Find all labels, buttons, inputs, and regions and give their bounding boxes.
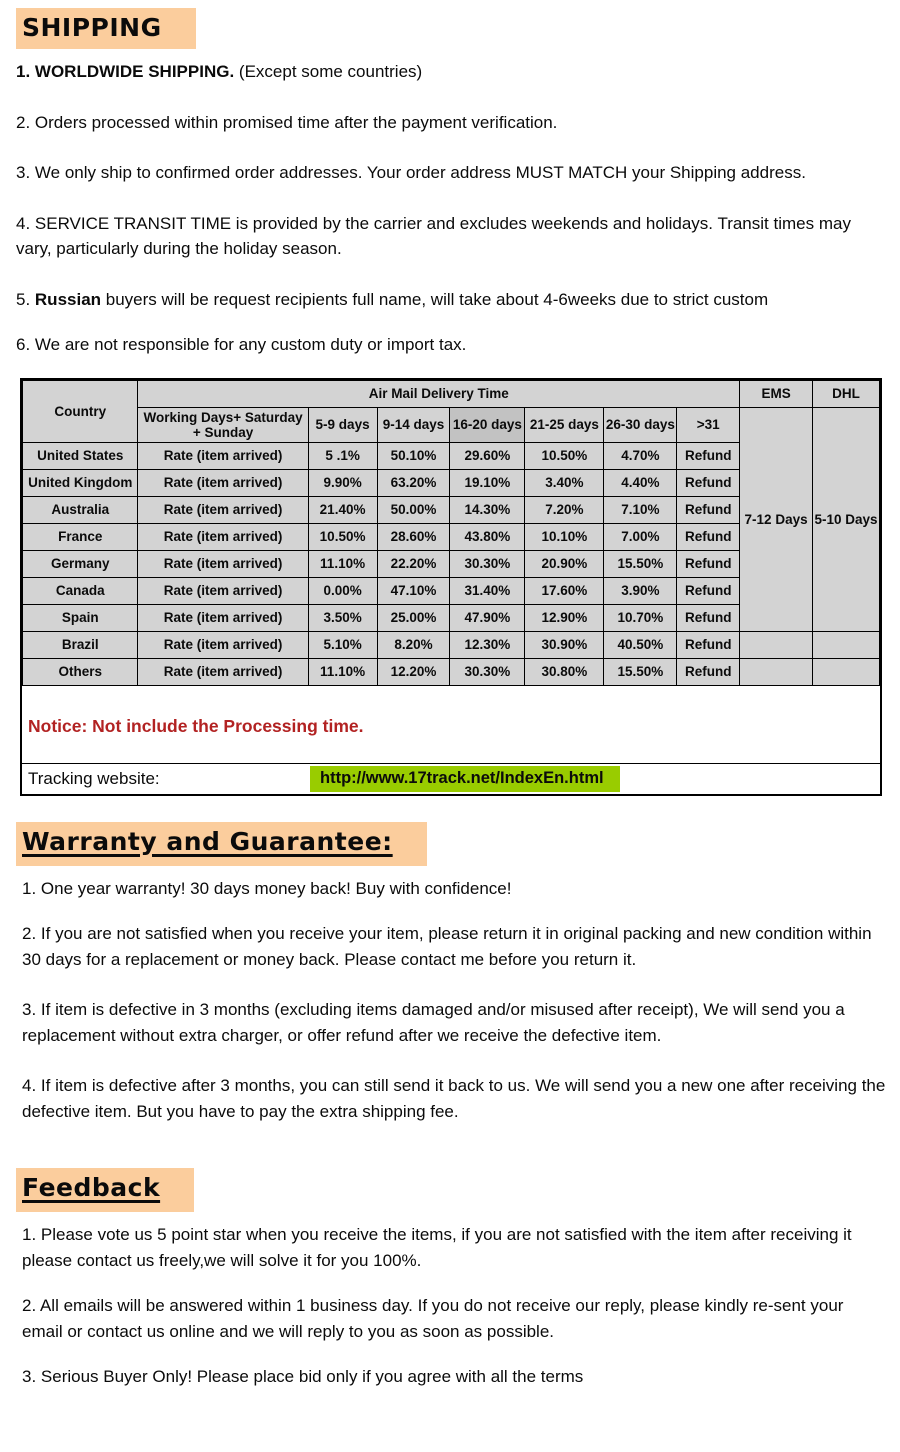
empty-ems-cell [740,658,813,685]
value-cell: 28.60% [377,523,450,550]
text-segment: 2. Orders processed within promised time after the payment verification. [16,112,558,132]
value-cell: 25.00% [377,604,450,631]
rate-cell: Rate (item arrived) [138,496,308,523]
feedback-title: Feedback [16,1168,194,1212]
value-cell: 19.10% [450,469,525,496]
table-row-brazil [23,631,880,658]
value-cell: 7.10% [604,496,677,523]
value-cell: 8.20% [377,631,450,658]
empty-dhl-cell [813,658,880,685]
warranty-item-4: 4. If item is defective after 3 months, you can still send it back to us. We will send you a new one after receiving the defective item. But you have to pay the extra shipping fee. [22,1076,886,1121]
country-cell: United Kingdom [23,469,138,496]
value-cell: 11.10% [308,550,377,577]
value-cell: 17.60% [525,577,604,604]
warranty-title: Warranty and Guarantee: [16,822,427,866]
header-row-1 [23,380,880,407]
value-cell: 50.10% [377,442,450,469]
header-26-30-days: 26-30 days [604,407,677,442]
dhl-duration-cell: 5-10 Days [813,407,880,631]
empty-ems-cell [740,631,813,658]
value-cell: 3.50% [308,604,377,631]
text-segment: 5. [16,289,35,309]
value-cell: Refund [677,577,740,604]
value-cell: 47.10% [377,577,450,604]
value-cell: 12.20% [377,658,450,685]
tracking-row [22,763,880,794]
rate-cell: Rate (item arrived) [138,631,308,658]
value-cell: 21.40% [308,496,377,523]
value-cell: 10.10% [525,523,604,550]
table-row-others [23,658,880,685]
value-cell: 30.90% [525,631,604,658]
value-cell: 29.60% [450,442,525,469]
header-dhl: DHL [813,380,880,407]
delivery-table [22,380,880,686]
shipping-item-5 [16,287,888,313]
value-cell: 5.10% [308,631,377,658]
rate-cell: Rate (item arrived) [138,469,308,496]
value-cell: Refund [677,496,740,523]
value-cell: 30.30% [450,550,525,577]
value-cell: 12.90% [525,604,604,631]
value-cell: 20.90% [525,550,604,577]
tracking-url-link[interactable]: http://www.17track.net/IndexEn.html [310,766,620,792]
value-cell: 30.30% [450,658,525,685]
value-cell: 10.50% [308,523,377,550]
warranty-item-1: 1. One year warranty! 30 days money back! Buy with confidence! [22,878,512,898]
country-cell: Spain [23,604,138,631]
shipping-item-4 [16,211,888,262]
ems-duration-cell: 7-12 Days [740,407,813,631]
shipping-item-3 [16,160,888,186]
feedback-item-1: 1. Please vote us 5 point star when you receive the items, if you are not satisfied with the item after receiving it please contact us freely,we will solve it for you 100%. [22,1225,852,1270]
rate-cell: Rate (item arrived) [138,604,308,631]
value-cell: Refund [677,469,740,496]
value-cell: 12.30% [450,631,525,658]
country-cell: Australia [23,496,138,523]
country-cell: France [23,523,138,550]
header-16-20-days: 16-20 days [450,407,525,442]
value-cell: Refund [677,604,740,631]
shipping-section [14,8,888,358]
value-cell: 5 .1% [308,442,377,469]
warranty-item-3: 3. If item is defective in 3 months (excluding items damaged and/or misused after receipt), We will send you a replacement without extra charger, or offer refund after we receive the defective item. [22,1000,845,1045]
value-cell: 7.00% [604,523,677,550]
processing-time-notice: Notice: Not include the Processing time. [28,715,364,736]
text-segment: (Except some countries) [234,62,423,81]
shipping-title: SHIPPING [16,8,196,49]
value-cell: 47.90% [450,604,525,631]
value-cell: Refund [677,523,740,550]
value-cell: 22.20% [377,550,450,577]
country-cell: Brazil [23,631,138,658]
value-cell: 50.00% [377,496,450,523]
feedback-item-2: 2. All emails will be answered within 1 business day. If you do not receive our reply, please kindly re-sent your email or contact us online and we will reply to you as soon as possible. [22,1296,844,1341]
rate-cell: Rate (item arrived) [138,577,308,604]
shipping-item-1 [16,59,888,85]
empty-dhl-cell [813,631,880,658]
value-cell: 3.40% [525,469,604,496]
header-row-2 [23,407,880,442]
header-air-mail: Air Mail Delivery Time [138,380,740,407]
value-cell: 11.10% [308,658,377,685]
rate-cell: Rate (item arrived) [138,523,308,550]
header-ems: EMS [740,380,813,407]
warranty-section [14,822,888,1125]
text-segment: 6. We are not responsible for any custom duty or import tax. [16,335,467,354]
header-21-25-days: 21-25 days [525,407,604,442]
value-cell: 43.80% [450,523,525,550]
value-cell: 31.40% [450,577,525,604]
header-5-9-days: 5-9 days [308,407,377,442]
text-segment-bold: Russian [34,289,102,309]
country-cell: United States [23,442,138,469]
value-cell: 3.90% [604,577,677,604]
delivery-table-panel [20,378,882,796]
warranty-item-2: 2. If you are not satisfied when you receive your item, please return it in original packing and new condition within 30 days for a replacement or money back. Please contact me before you return it. [22,924,872,969]
header-9-14-days: 9-14 days [377,407,450,442]
value-cell: 4.70% [604,442,677,469]
value-cell: 14.30% [450,496,525,523]
value-cell: 63.20% [377,469,450,496]
value-cell: 4.40% [604,469,677,496]
value-cell: Refund [677,442,740,469]
value-cell: Refund [677,631,740,658]
text-segment: buyers will be request recipients full name, will take about 4-6weeks due to strict custom [101,289,769,309]
value-cell: Refund [677,550,740,577]
value-cell: 10.50% [525,442,604,469]
header-country: Country [23,380,138,442]
value-cell: 10.70% [604,604,677,631]
feedback-item-3: 3. Serious Buyer Only! Please place bid only if you agree with all the terms [22,1367,584,1386]
country-cell: Others [23,658,138,685]
text-segment-bold: 1. WORLDWIDE SHIPPING. [16,62,235,81]
rate-cell: Rate (item arrived) [138,550,308,577]
text-segment: 3. We only ship to confirmed order addresses. Your order address MUST MATCH your Shipping address. [16,163,806,182]
rate-cell: Rate (item arrived) [138,442,308,469]
feedback-section [14,1168,888,1390]
shipping-item-6 [16,332,888,358]
value-cell: 9.90% [308,469,377,496]
value-cell: 40.50% [604,631,677,658]
header-gt31-days: >31 [677,407,740,442]
value-cell: 0.00% [308,577,377,604]
text-segment: 4. SERVICE TRANSIT TIME is provided by the carrier and excludes weekends and holidays. Transit times may vary, particularly during the holiday season. [16,213,851,258]
value-cell: 30.80% [525,658,604,685]
country-cell: Canada [23,577,138,604]
value-cell: Refund [677,658,740,685]
value-cell: 15.50% [604,658,677,685]
value-cell: 7.20% [525,496,604,523]
tracking-website-label: Tracking website: [28,768,160,788]
value-cell: 15.50% [604,550,677,577]
country-cell: Germany [23,550,138,577]
header-working-days: Working Days+ Saturday + Sunday [138,407,308,442]
rate-cell: Rate (item arrived) [138,658,308,685]
shipping-item-2 [16,110,888,136]
